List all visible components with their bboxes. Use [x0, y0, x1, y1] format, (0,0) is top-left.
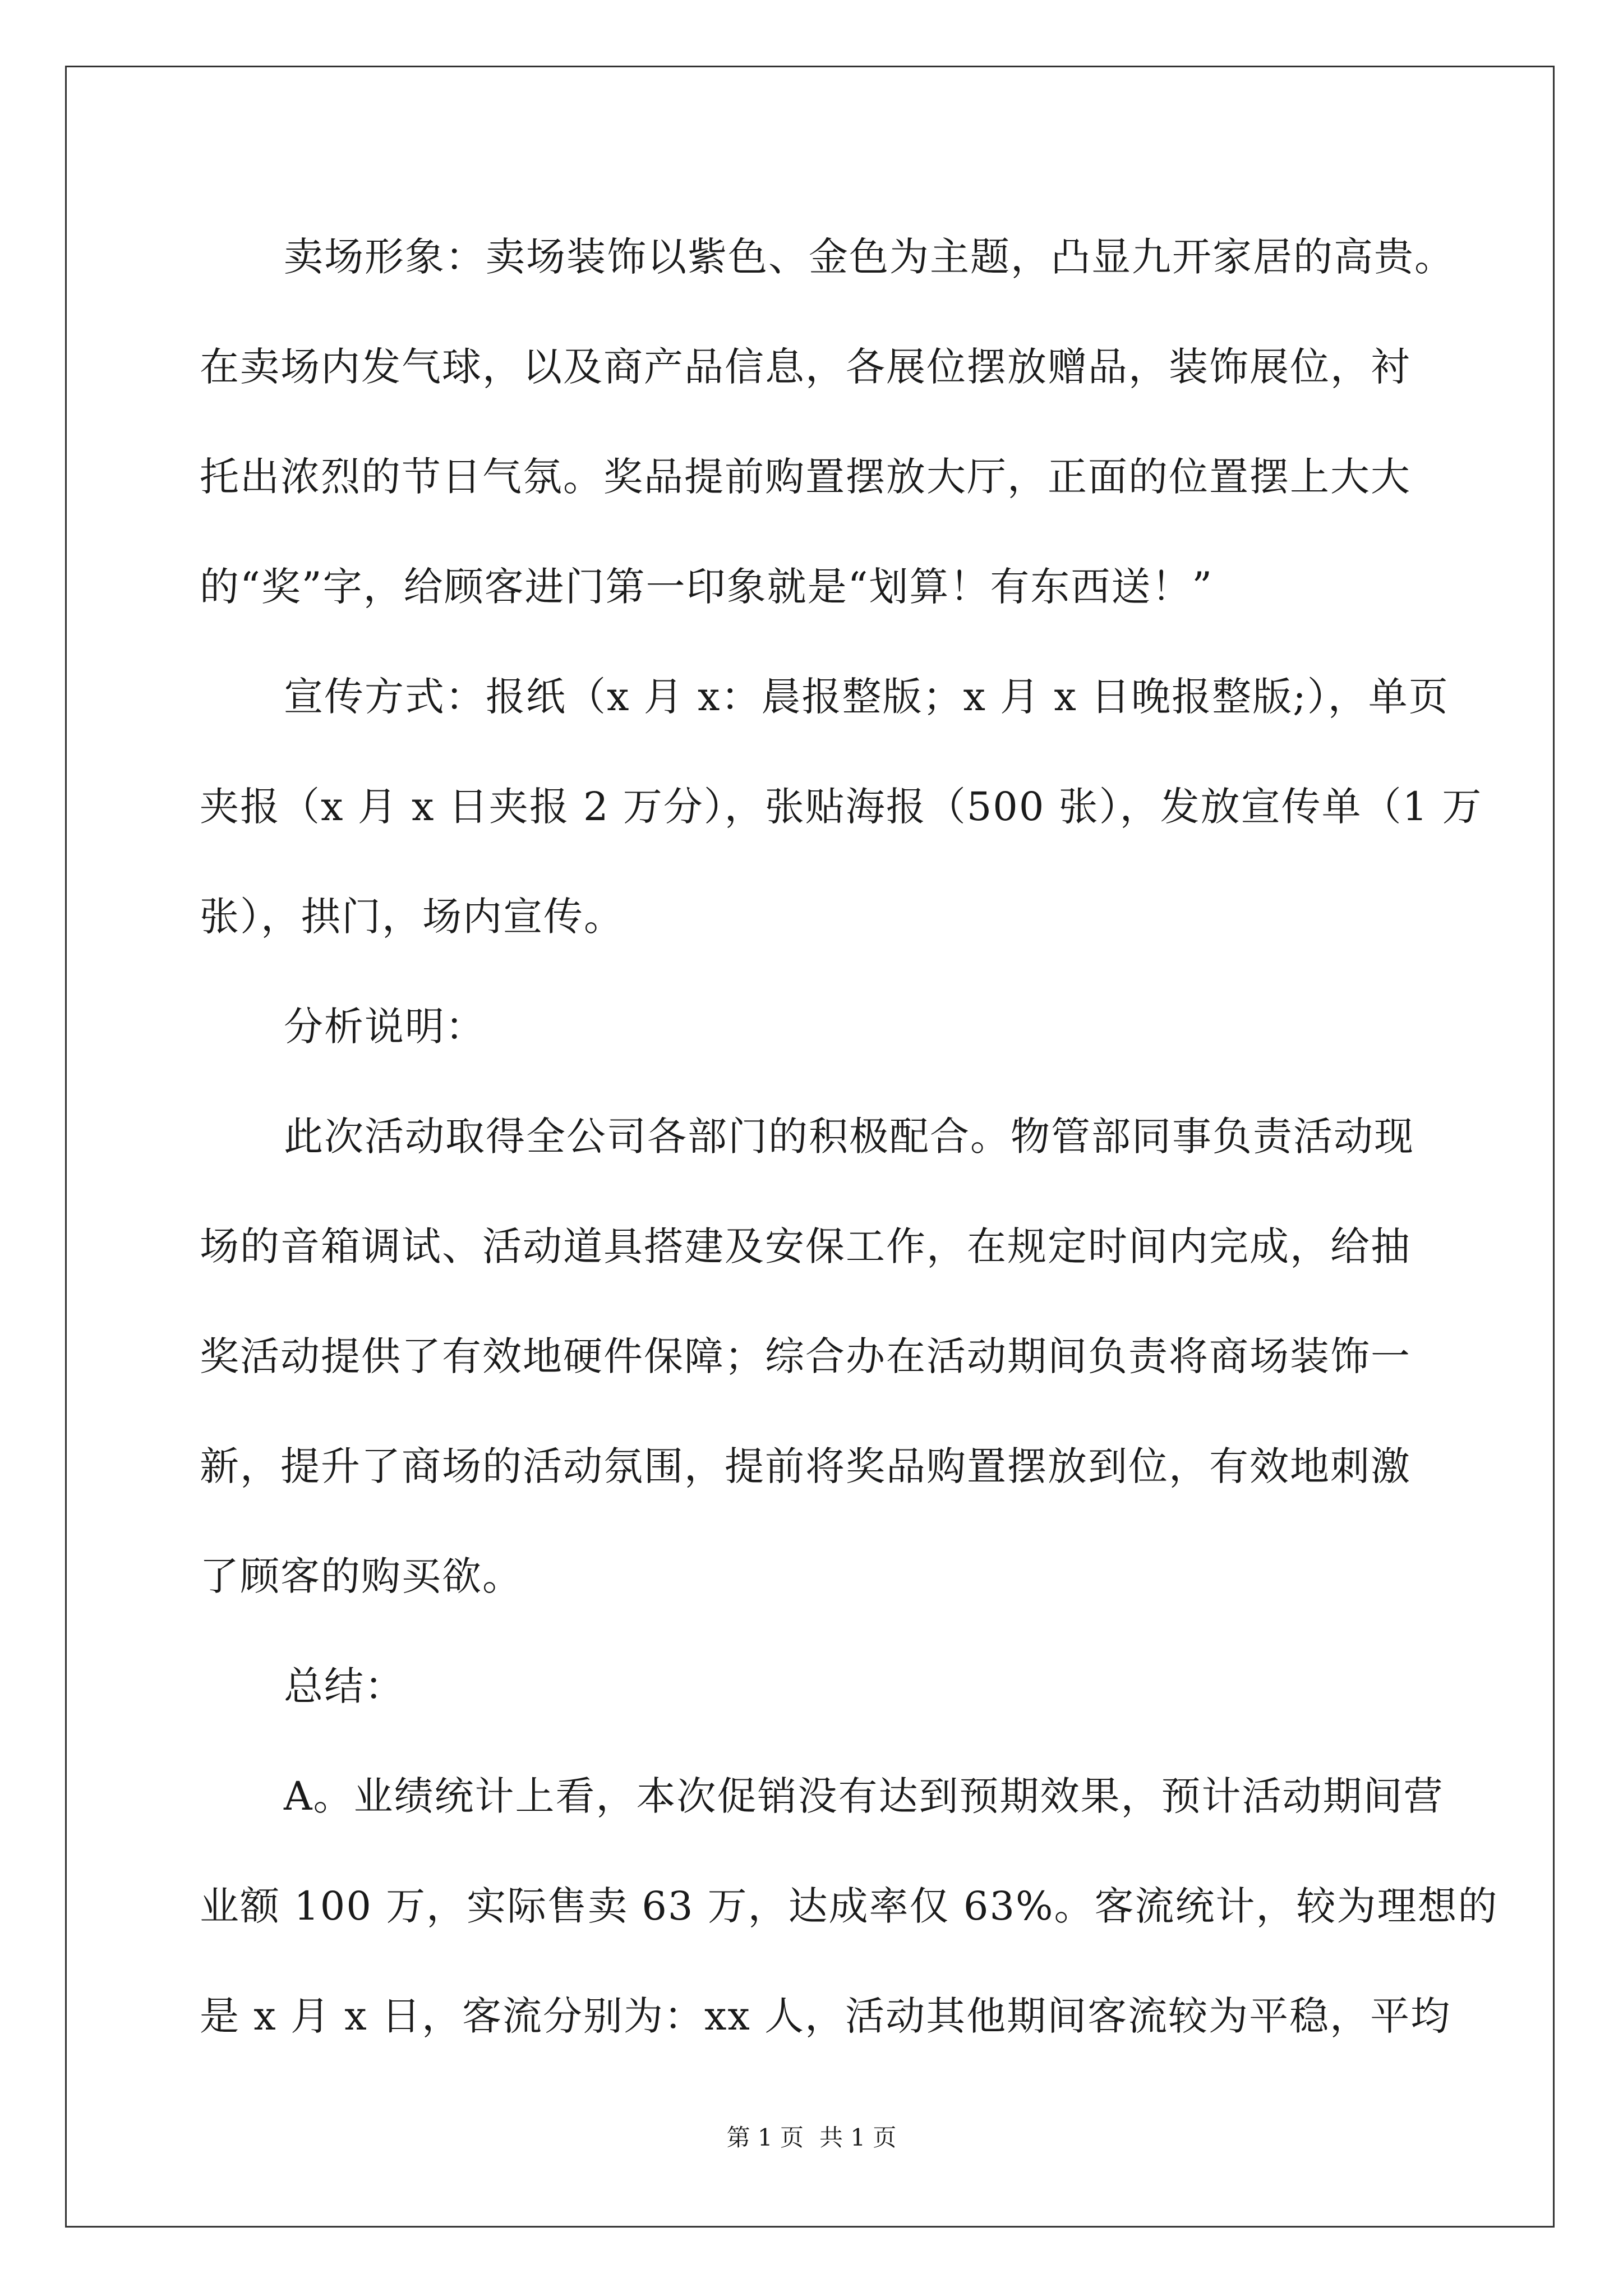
text-line: 奖活动提供了有效地硬件保障；综合办在活动期间负责将商场装饰一: [200, 1333, 1411, 1379]
text-line: 卖场形象：卖场装饰以紫色、金色为主题，凸显九开家居的高贵。: [284, 234, 1455, 280]
text-line: 了顾客的购买欲。: [200, 1553, 523, 1599]
text-line: 的“奖”字，给顾客进门第一印象就是“划算！有东西送！”: [200, 564, 1214, 610]
page-number: 第 1 页: [726, 2124, 804, 2151]
text-line: 此次活动取得全公司各部门的积极配合。物管部同事负责活动现: [284, 1114, 1414, 1159]
text-line: A。业绩统计上看，本次促销没有达到预期效果，预计活动期间营: [284, 1773, 1444, 1819]
page-total: 共 1 页: [819, 2124, 897, 2151]
text-line: 场的音箱调试、活动道具搭建及安保工作，在规定时间内完成，给抽: [200, 1223, 1411, 1269]
paragraph-publicity: [200, 642, 1483, 972]
section-heading: 分析说明：: [284, 1004, 486, 1050]
paragraph-store-image: [200, 202, 1455, 642]
text-line: 新，提升了商场的活动氛围，提前将奖品购置摆放到位，有效地刺激: [200, 1443, 1411, 1489]
text-line: 张），拱门，场内宣传。: [200, 894, 624, 940]
section-heading: 总结：: [284, 1663, 405, 1709]
text-line: 托出浓烈的节日气氛。奖品提前购置摆放大厅，正面的位置摆上大大: [200, 454, 1411, 500]
paragraph-analysis: [200, 1082, 1428, 1631]
text-line: 宣传方式：报纸（x 月 x：晨报整版；x 月 x 日晚报整版;），单页: [284, 674, 1449, 720]
document-body: [200, 202, 1498, 2071]
text-line: 是 x 月 x 日，客流分别为：xx 人，活动其他期间客流较为平稳，平均: [200, 1993, 1451, 2039]
text-line: 夹报（x 月 x 日夹报 2 万分），张贴海报（500 张），发放宣传单（1 万: [200, 784, 1483, 830]
paragraph-summary-a: [200, 1741, 1498, 2071]
text-line: 业额 100 万，实际售卖 63 万，达成率仅 63%。客流统计，较为理想的: [200, 1883, 1498, 1929]
page-footer: [0, 2119, 1623, 2153]
paragraph-analysis-heading: [200, 972, 1428, 1082]
paragraph-summary-heading: [200, 1631, 1428, 1741]
text-line: 在卖场内发气球，以及商产品信息，各展位摆放赠品，装饰展位，衬: [200, 344, 1411, 390]
